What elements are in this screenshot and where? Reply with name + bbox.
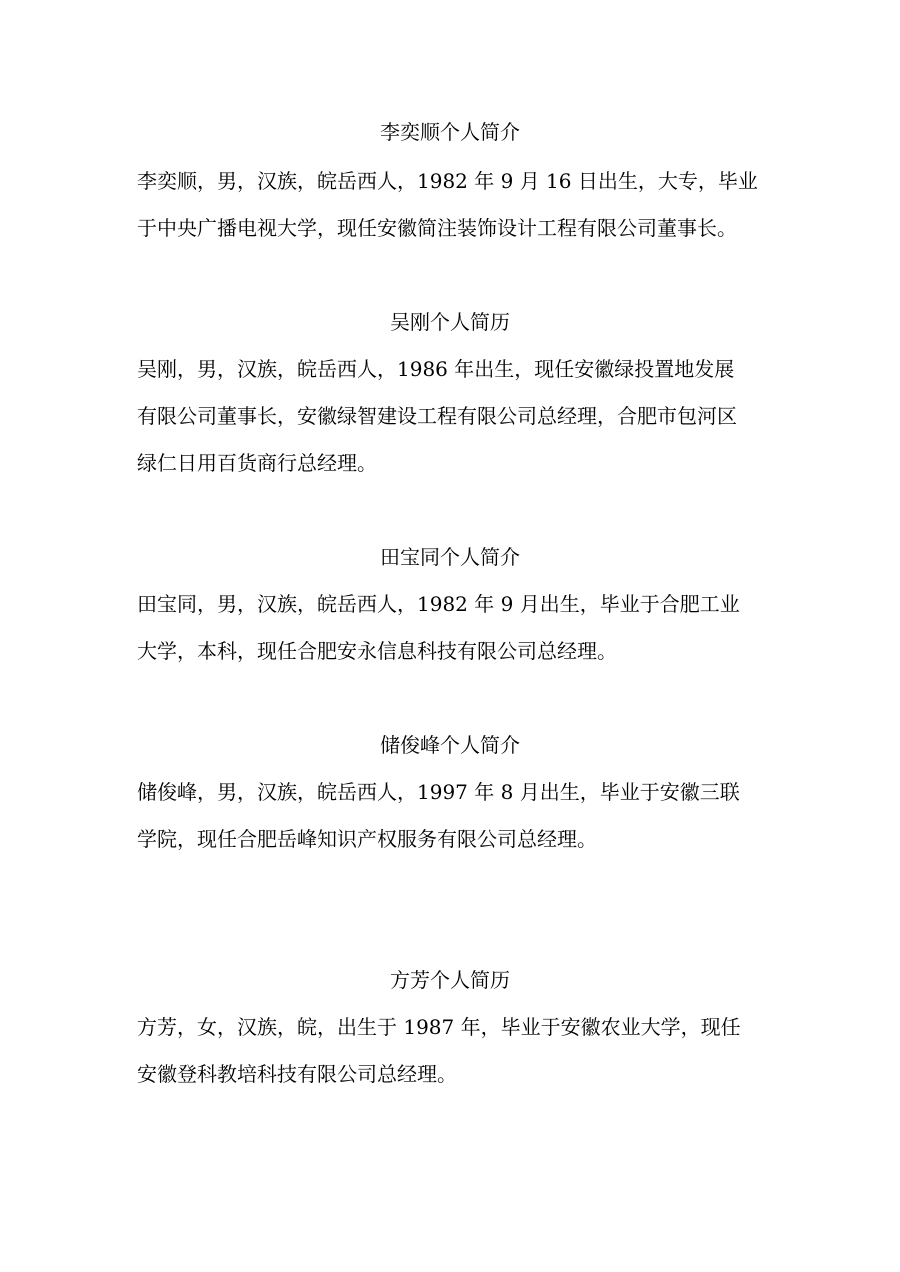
profile-title: 方芳个人简历: [390, 968, 510, 992]
profile-text-line: 方芳，女，汉族，皖，出生于 1987 年，毕业于安徽农业大学，现任: [137, 1015, 741, 1039]
profile-text-line: 李奕顺，男，汉族，皖岳西人，1982 年 9 月 16 日出生，大专，毕业: [137, 169, 758, 193]
profile-text-line: 大学，本科，现任合肥安永信息科技有限公司总经理。: [137, 639, 617, 663]
profile-text-line: 有限公司董事长，安徽绿智建设工程有限公司总经理，合肥市包河区: [137, 404, 737, 428]
profile-text-line: 学院，现任合肥岳峰知识产权服务有限公司总经理。: [137, 827, 597, 851]
profile-text-line: 储俊峰，男，汉族，皖岳西人，1997 年 8 月出生，毕业于安徽三联: [137, 780, 740, 804]
profile-title: 田宝同个人简介: [380, 545, 520, 569]
profile-title: 李奕顺个人简介: [380, 120, 520, 144]
profile-title: 吴刚个人简历: [390, 310, 510, 334]
profile-text-line: 绿仁日用百货商行总经理。: [137, 451, 377, 475]
profile-text-line: 安徽登科教培科技有限公司总经理。: [137, 1062, 457, 1086]
profile-text-line: 田宝同，男，汉族，皖岳西人，1982 年 9 月出生，毕业于合肥工业: [137, 592, 740, 616]
profile-text-line: 吴刚，男，汉族，皖岳西人，1986 年出生，现任安徽绿投置地发展: [137, 357, 735, 381]
profile-title: 储俊峰个人简介: [380, 733, 520, 757]
profile-text-line: 于中央广播电视大学，现任安徽简注装饰设计工程有限公司董事长。: [137, 216, 737, 240]
